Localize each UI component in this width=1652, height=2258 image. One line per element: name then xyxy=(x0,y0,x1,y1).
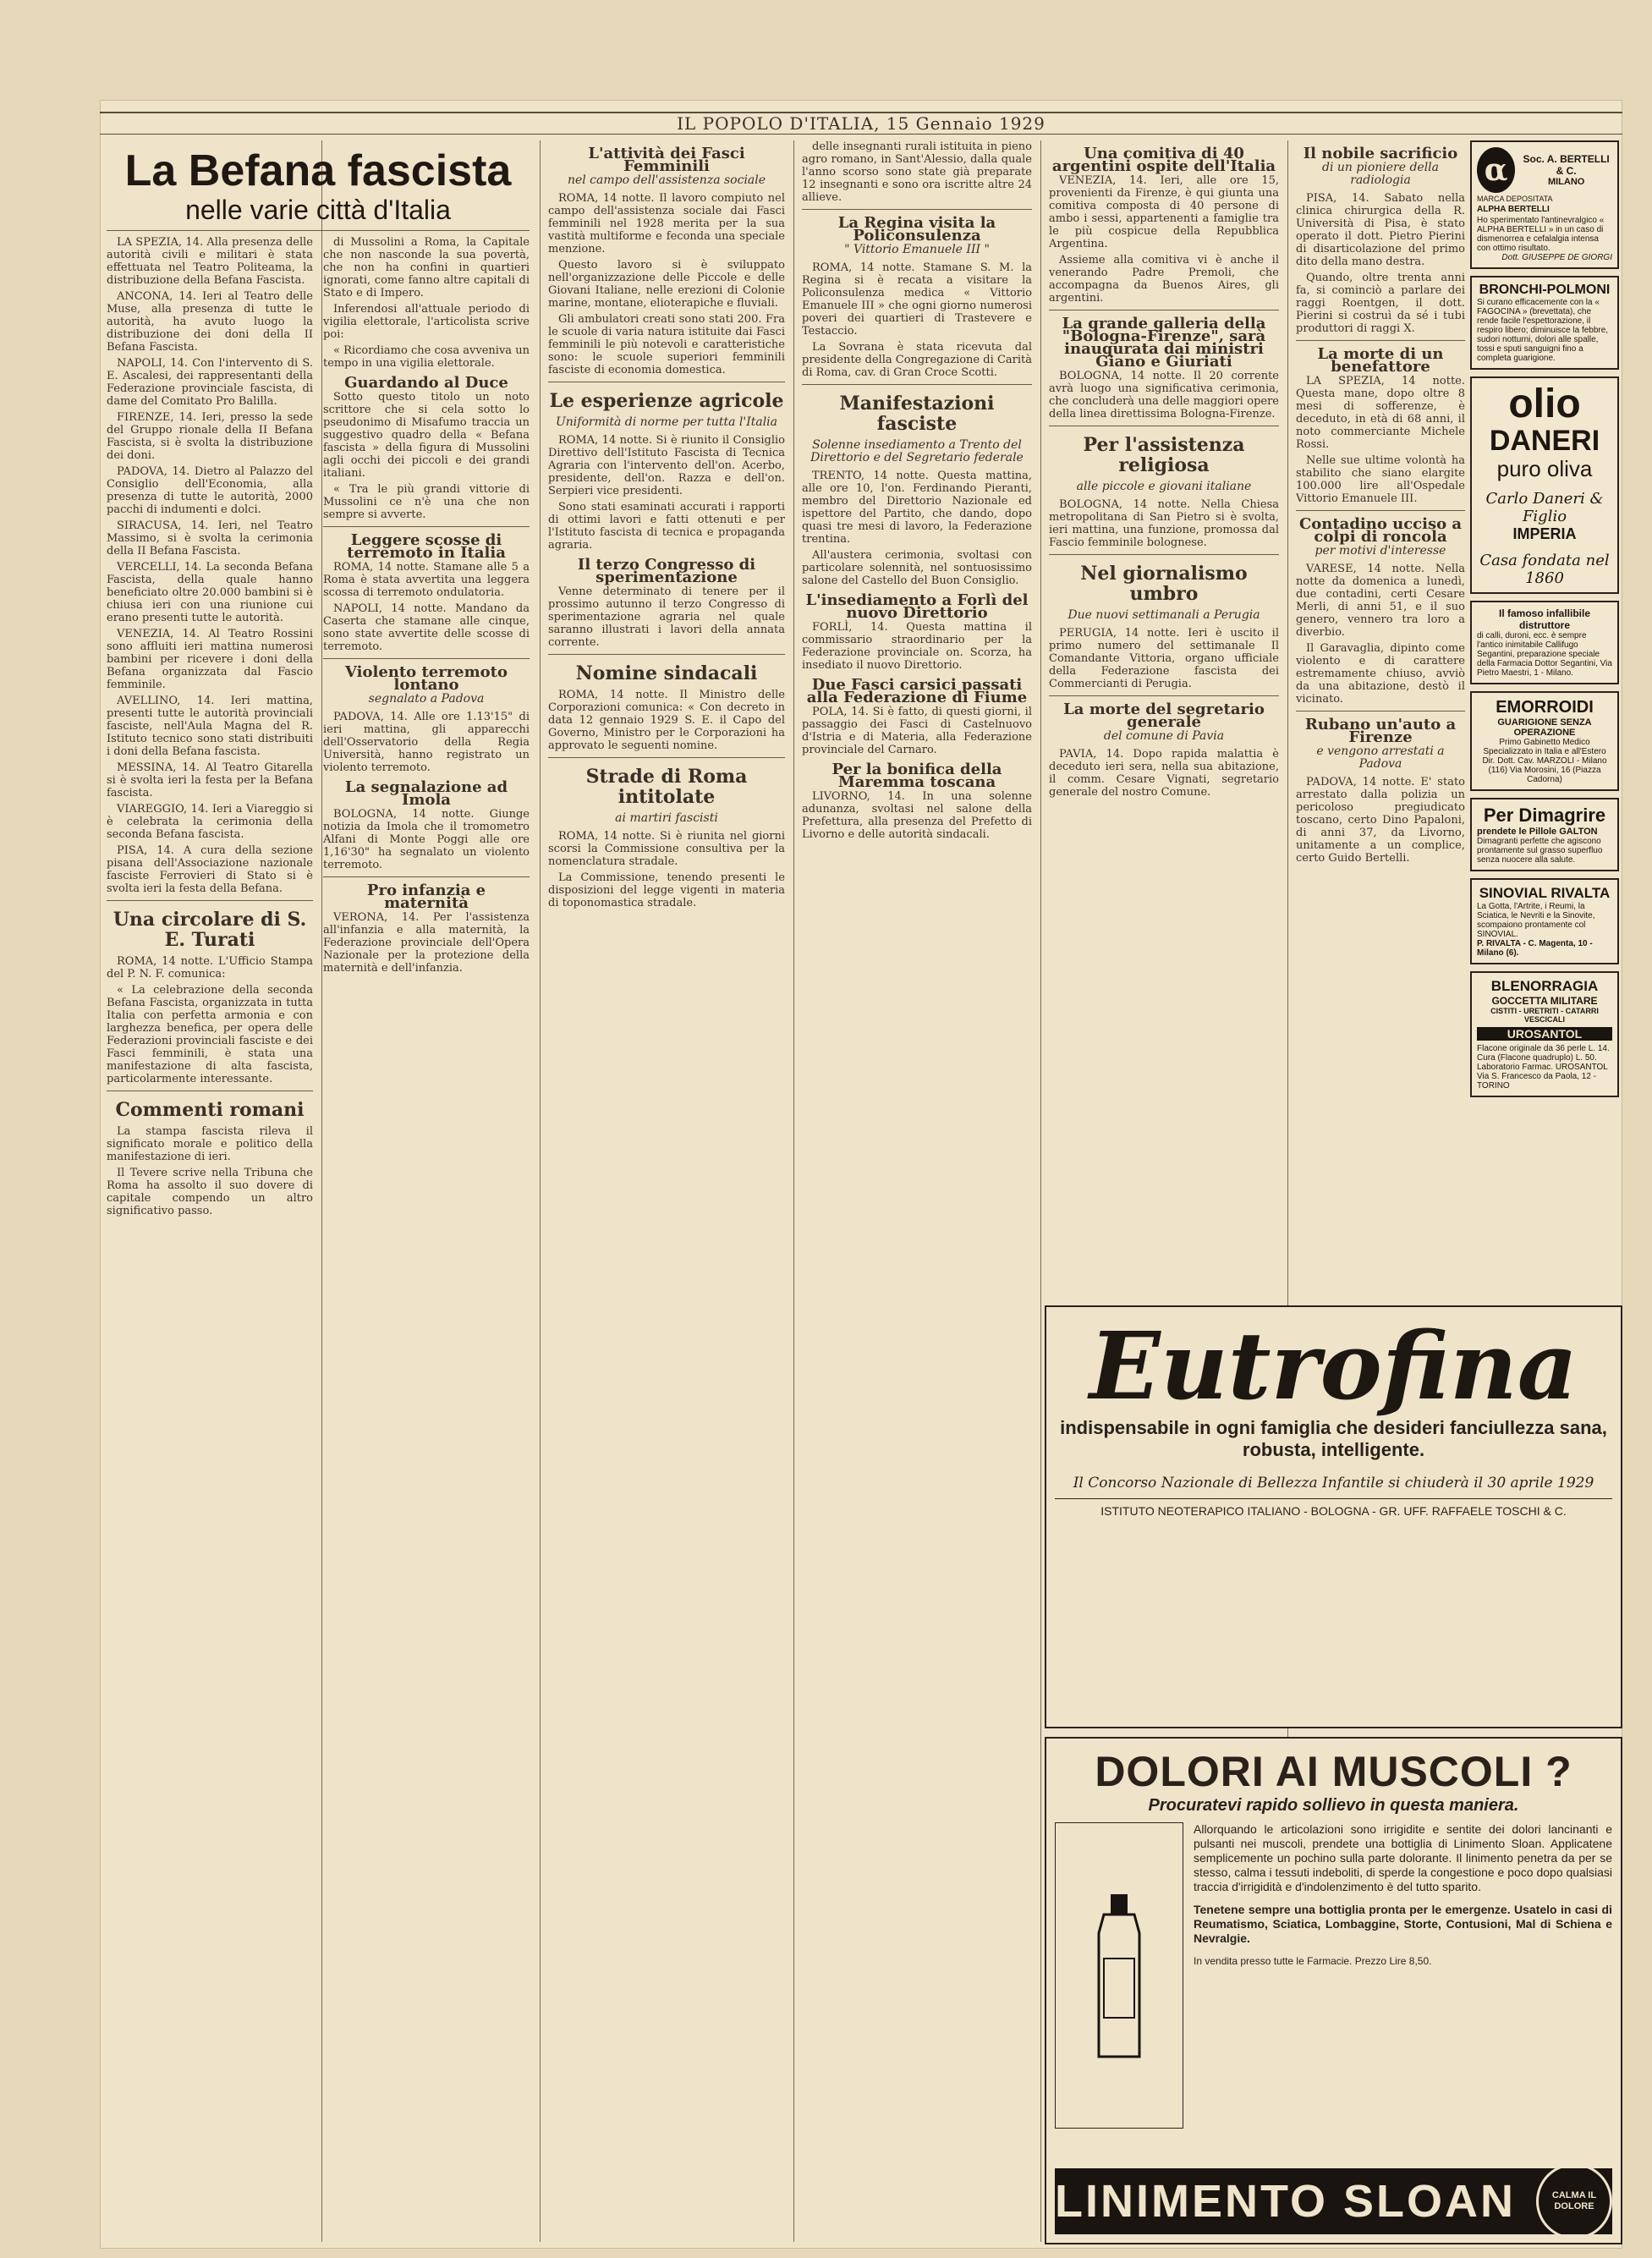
headline-rubano: Rubano un'auto a Firenze xyxy=(1304,716,1457,746)
daneri-oliva: puro oliva xyxy=(1496,456,1593,481)
column-4 xyxy=(802,140,1032,2242)
headline-terzo-congresso: Il terzo Congresso di sperimentazione xyxy=(577,556,756,586)
paragraph: VENEZIA, 14. Ieri, alle ore 15, provenienti da Firenze, è qui giunta una comitiva composta di 40 persone di ambo i sessi, appartenenti a famiglie tra le più cospicue della Repubblica Argentina. xyxy=(1049,174,1279,250)
subheadline-sacrificio: di un pioniere della radiologia xyxy=(1322,161,1439,187)
sloan-footer xyxy=(1055,2168,1612,2234)
column-3 xyxy=(548,140,785,2242)
paragraph: Il Garavaglia, dipinto come violento e di carattere estremamente chiuso, avviò da una abitazione, destò il vicinato. xyxy=(1296,642,1465,706)
eutrofina-text: indispensabile in ogni famiglia che desideri fanciullezza sana, robusta, intelligente. xyxy=(1060,1417,1607,1460)
sinovial-title: SINOVIAL RIVALTA xyxy=(1479,885,1611,901)
divider xyxy=(548,757,785,758)
ad-dimagrire xyxy=(1470,798,1619,871)
paragraph: ROMA, 14 notte. Il Ministro delle Corporazioni comunica: « Con decreto in data 12 gennaio 1929 S. E. il Capo del Governo, Ministro per le Corporazioni ha approvato le seguenti nomine. xyxy=(548,689,785,752)
dimagrire-title: Per Dimagrire xyxy=(1483,805,1606,826)
headline-comitiva: Una comitiva di 40 argentini ospite dell'Italia xyxy=(1051,145,1276,175)
paragraph: TRENTO, 14 notte. Questa mattina, alle ore 10, l'on. Ferdinando Pieranti, membro del Direttorio Nazionale ed ispettore del Partito, che dando, dopo quasi tre mesi di lavoro, la Federazione trentina. xyxy=(802,470,1032,546)
paragraph: NAPOLI, 14 notte. Mandano da Caserta che stamane alle cinque, sono state avvertite delle scosse di terremoto. xyxy=(323,602,530,653)
urosantol-brand: UROSANTOL xyxy=(1477,1027,1612,1041)
paragraph: di Mussolini a Roma, la Capitale che non nasconde la sua povertà, che non ha confini in quartieri ignorati, come fanno altre capitali di Stato e di Impero. xyxy=(323,236,530,299)
paragraph: ANCONA, 14. Ieri al Teatro delle Muse, alla presenza di tutte le autorità, ha avuto luogo la distribuzione dei doni della II Befana Fascista. xyxy=(107,290,313,354)
segantini-title: Il famoso infallibile distruttore xyxy=(1498,607,1591,631)
paragraph: PADOVA, 14 notte. E' stato arrestato dalla polizia un pericoloso pregiudicato toscano, certo Dino Papaloni, di anni 37, da Livorno, unitamente a un complice, certo Guido Bertelli. xyxy=(1296,776,1465,865)
bertelli-text: Ho sperimentato l'antinevralgico « ALPHA BERTELLI » in un caso di dismenorrea e cefalalgia intensa con ottimo risultato. xyxy=(1477,216,1605,253)
paragraph: SIRACUSA, 14. Ieri, nel Teatro Massimo, si è svolta la cerimonia della II Befana Fascista. xyxy=(107,519,313,558)
paragraph: Quando, oltre trenta anni fa, si cominciò a parlare dei raggi Roentgen, il dott. Pierini si costruì da sé i tubi produttori di raggi X. xyxy=(1296,272,1465,335)
column-1-body xyxy=(107,236,313,1221)
paragraph: « Ricordiamo che cosa avveniva un tempo in una vigilia elettorale. xyxy=(323,344,530,370)
ad-bertelli xyxy=(1470,140,1619,269)
paragraph: VERCELLI, 14. La seconda Befana Fascista, della quale hanno beneficiato oltre 20.000 bambini si è chiusa ieri con una riunione cui erano presenti tutte le autorità. xyxy=(107,561,313,624)
paragraph: VARESE, 14 notte. Nella notte da domenica a lunedì, due contadini, certi Cesare Merli, di anni 51, e il suo genero, vennero tra loro a diverbio. xyxy=(1296,563,1465,639)
column-6 xyxy=(1296,140,1465,1299)
headline-sacrificio: Il nobile sacrificio xyxy=(1303,145,1458,162)
paragraph: La Sovrana è stata ricevuta dal presidente della Congregazione di Carità di Roma, cav. di Gran Croce Scotti. xyxy=(802,341,1032,379)
sloan-body xyxy=(1055,1822,1612,2129)
paragraph: FORLÌ, 14. Questa mattina il commissario straordinario per la Federazione provinciale on. Scorza, ha insediato il nuovo Direttorio. xyxy=(802,621,1032,672)
emorroidi-title: EMORROIDI xyxy=(1496,698,1594,717)
dimagrire-sub: prendete le Pillole GALTON xyxy=(1477,827,1598,837)
headline-giornalismo: Nel giornalismo umbro xyxy=(1080,563,1248,605)
headline-contadino: Contadino ucciso a colpi di roncola xyxy=(1298,515,1463,546)
alpha-icon: α xyxy=(1477,147,1515,193)
bertelli-city: MILANO xyxy=(1547,177,1585,187)
paragraph: BOLOGNA, 14 notte. Giunge notizia da Imola che il tromometro Alfani di Monte Poggi alle ore 1,16'30" ha segnalato un violento terremoto. xyxy=(323,808,530,871)
divider xyxy=(1296,510,1465,511)
headline-regina: La Regina visita la Policonsulenza xyxy=(837,214,996,244)
headline-commenti: Commenti romani xyxy=(115,1099,305,1121)
urosantol-text: Flacone originale da 36 perle L. 14. Cura (Flacone quadruplo) L. 50. xyxy=(1477,1044,1610,1063)
bottle-icon xyxy=(1085,1891,1153,2060)
paragraph: PISA, 14. A cura della sezione pisana dell'Associazione nazionale fasciste Ferrovieri di Stato si è svolta ieri la festa della Befana. xyxy=(107,844,313,895)
daneri-name: DANERI xyxy=(1489,425,1600,457)
befana-article xyxy=(107,140,530,2242)
paragraph: LA SPEZIA, 14. Alla presenza delle autorità civili e militari è stata effettuata nel Teatro Politeama, la distribuzione della Befana Fascista. xyxy=(107,236,313,287)
ad-emorroidi xyxy=(1470,691,1619,791)
ad-sloan xyxy=(1045,1737,1622,2244)
paragraph: Questo lavoro si è sviluppato nell'organizzazione delle Piccole e delle Giovani Italiane, nelle erezioni di Colonie marine, montane, elioterapiche e fluviali. xyxy=(548,259,785,310)
paragraph: La stampa fascista rileva il significato morale e politico della manifestazione di ieri. xyxy=(107,1125,313,1163)
paragraph: ROMA, 14 notte. L'Ufficio Stampa del P. N. F. comunica: xyxy=(107,955,313,981)
headline-strade: Strade di Roma intitolate xyxy=(585,766,748,808)
eutrofina-logo: Eutrofina xyxy=(1089,1311,1578,1420)
headline-infanzia: Pro infanzia e maternità xyxy=(366,882,486,912)
sloan-text: Allorquando le articolazioni sono irrigidite e sentite dei dolori lancinanti e pulsanti nei muscoli, prendete una bottiglia di Linimento Sloan. Applicatene semplicemente un pochino sulla parte dolorante. Il linimento penetra da per se stesso, calma i tessuti indeboliti, di sperde la congestione e poco dopo qualsiasi traccia d'irrigidità e d'indolenzimento è del tutto sparito. xyxy=(1194,1822,1612,1893)
sloan-keep: Tenetene sempre una bottiglia pronta per le emergenze. Usatelo in casi di Reumatismo, Sciatica, Lombaggine, Storte, Contusioni, Mal di Schiena e Nevralgie. xyxy=(1194,1903,1612,1945)
paragraph: ROMA, 14 notte. Stamane S. M. la Regina si è recata a visitare la Policonsulenza medica « Vittorio Emanuele III » che ogni giorno numerosi poveri dei quartieri di Trastevere e Testaccio. xyxy=(802,261,1032,338)
urosantol-address: Laboratorio Farmac. UROSANTOL Via S. Francesco da Paola, 12 - TORINO xyxy=(1477,1063,1608,1091)
paragraph: Sono stati esaminati accurati i rapporti di ottimi lavori e fatti ottenuti e per l'Istituto fascista di tecnica e propaganda agraria. xyxy=(548,501,785,552)
paragraph: VERONA, 14. Per l'assistenza all'infanzia e alla maternità, la Federazione provinciale dell'Opera Nazionale per la protezione della maternità e dell'infanzia. xyxy=(323,911,530,975)
paragraph: Nelle sue ultime volontà ha stabilito che siano elargite 100.000 lire all'Ospedale Vittorio Emanuele III. xyxy=(1296,454,1465,505)
emorroidi-sub: GUARIGIONE SENZA OPERAZIONE xyxy=(1497,717,1592,738)
ad-eutrofina xyxy=(1045,1305,1622,1728)
ad-blenorragia xyxy=(1470,971,1619,1097)
sloan-text-block xyxy=(1194,1822,1612,2129)
paragraph: Venne determinato di tenere per il prossimo autunno il terzo Congresso di sperimentazione agraria nel quale saranno illustrati i lavori della annata corrente. xyxy=(548,585,785,649)
paragraph: VENEZIA, 14. Al Teatro Rossini sono affluiti ieri mattina numerosi bambini per ricevere i doni della Befana organizzata dal Fascio femminile. xyxy=(107,628,313,691)
sloan-sale: In vendita presso tutte le Farmacie. Prezzo Lire 8,50. xyxy=(1194,1955,1432,1967)
column-rule xyxy=(540,140,541,2242)
headline-guardando: Guardando al Duce xyxy=(344,374,508,392)
divider xyxy=(802,384,1032,385)
divider xyxy=(802,209,1032,210)
headline-manifestazioni: Manifestazioni fasciste xyxy=(839,393,995,435)
column-5 xyxy=(1049,140,1279,1299)
paragraph: Assieme alla comitiva vi è anche il venerando Padre Premoli, che accompagna da Buenos Aires, gli argentini. xyxy=(1049,254,1279,305)
paragraph: NAPOLI, 14. Con l'intervento di S. E. Ascalesi, dei rappresentanti della Federazione provinciale fascista, di dame del Comitato Pro Balilla. xyxy=(107,357,313,408)
paragraph: delle insegnanti rurali istituita in pieno agro romano, in Sant'Alessio, dalla quale l'anno scorso sono state già preparate 12 insegnanti e sono ora iscritte altre 24 allieve. xyxy=(802,140,1032,204)
divider xyxy=(1049,695,1279,696)
subheadline-assistenza: alle piccole e giovani italiane xyxy=(1076,480,1252,493)
subheadline-morte-segretario: del comune di Pavia xyxy=(1103,729,1225,743)
bertelli-mark: MARCA DEPOSITATA xyxy=(1477,195,1553,203)
column-2-body xyxy=(323,236,530,1221)
daneri-firm: Carlo Daneri & Figlio xyxy=(1485,490,1604,525)
bronchi-title: BRONCHI-POLMONI xyxy=(1479,283,1611,297)
newspaper-page xyxy=(100,100,1622,2249)
sloan-bottle-image xyxy=(1055,1822,1183,2129)
subheadline-violento: segnalato a Padova xyxy=(368,692,485,706)
segantini-text: di calli, duroni, ecc. è sempre l'antico inimitabile Callifugo Segantini, preparazione speciale della Farmacia Dottor Segantini, Via Pietro Maestri, 1 - Milano. xyxy=(1477,631,1612,678)
paragraph: VIAREGGIO, 14. Ieri a Viareggio si è celebrata la cerimonia della seconda Befana fascista. xyxy=(107,803,313,841)
paragraph: POLA, 14. Si è fatto, di questi giorni, il passaggio dei Fasci di Castelnuovo d'Istria e di Materia, alla Federazione provinciale del Carnaro. xyxy=(802,706,1032,756)
bertelli-signature: Dott. GIUSEPPE DE GIORGI xyxy=(1501,253,1612,262)
divider xyxy=(1296,340,1465,341)
headline-galleria: La grande galleria della "Bologna-Firenze", sarà inaugurata dai ministri Giano e Giuriati xyxy=(1062,315,1266,371)
paragraph: PADOVA, 14. Alle ore 1.13'15" di ieri mattina, gli apparecchi dell'Osservatorio della Regia Università, hanno registrato un violento terremoto. xyxy=(323,711,530,774)
bronchi-text: Si curano efficacemente con la « FAGOCINA » (brevettata), che rende facile l'espettorazione, il respiro libero; diminuisce la febbre, sudori notturni, dolori alle spalle, tossi e sputi sanguigni fino a completa guarigione. xyxy=(1477,298,1609,363)
paragraph: LIVORNO, 14. In una solenne adunanza, svoltasi nel salone della Prefettura, alla presenza del Prefetto di Livorno e delle autorità sindacali. xyxy=(802,790,1032,841)
blenorragia-sub2: CISTITI - URETRITI - CATARRI VESCICALI xyxy=(1490,1007,1599,1024)
blenorragia-title: BLENORRAGIA xyxy=(1490,978,1599,994)
paragraph: ROMA, 14 notte. Si è riunita nel giorni scorsi la Commissione consultiva per la nomenclatura stradale. xyxy=(548,830,785,868)
subheadline-rubano: e vengono arrestati a Padova xyxy=(1316,744,1445,771)
subheadline-esperienze: Uniformità di norme per tutta l'Italia xyxy=(555,415,778,429)
emorroidi-address: Dir. Dott. Cav. MARZOLI - Milano (116) Via Morosini, 16 (Piazza Cadorna) xyxy=(1482,756,1607,784)
ad-daneri xyxy=(1470,376,1619,594)
ad-bronchi xyxy=(1470,276,1619,370)
paragraph: ROMA, 14 notte. Stamane alle 5 a Roma è stata avvertita una leggera scossa di terremoto ondulatoria. xyxy=(323,561,530,599)
blenorragia-sub: GOCCETTA MILITARE xyxy=(1491,995,1598,1007)
paragraph: MESSINA, 14. Al Teatro Gitarella si è svolta ieri la festa per la Befana fascista. xyxy=(107,761,313,799)
column-rule xyxy=(793,140,794,2242)
paragraph: BOLOGNA, 14 notte. Nella Chiesa metropolitana di San Pietro si è svolta, ieri mattina, una funzione, promossa dal Fascio femminile bolognese. xyxy=(1049,498,1279,549)
headline-benefattore: La morte di un benefattore xyxy=(1317,345,1444,376)
paragraph: PAVIA, 14. Dopo rapida malattia è deceduto ieri sera, nella sua abitazione, il comm. Cesare Vignati, segretario generale del nostro Comune. xyxy=(1049,748,1279,799)
paragraph: All'austera cerimonia, svoltasi con particolare solennità, nel sontuosissimo salone del Castello del Buon Consiglio. xyxy=(802,549,1032,587)
subheadline-giornalismo: Due nuovi settimanali a Perugia xyxy=(1067,608,1260,622)
masthead: IL POPOLO D'ITALIA, 15 Gennaio 1929 xyxy=(100,112,1622,135)
divider xyxy=(1049,554,1279,555)
paragraph: PADOVA, 14. Dietro al Palazzo del Consiglio dell'Economia, alla presenza di tutte le autorità, 2000 pacchi di indumenti e dolci. xyxy=(107,465,313,516)
divider xyxy=(323,876,530,877)
bertelli-brand: ALPHA BERTELLI xyxy=(1477,205,1550,214)
headline-assistenza: Per l'assistenza religiosa xyxy=(1083,434,1245,476)
emorroidi-text: Primo Gabinetto Medico Specializzato in Italia e all'Estero xyxy=(1483,738,1606,756)
headline-circolare: Una circolare di S. E. Turati xyxy=(113,909,307,951)
paragraph: « La celebrazione della seconda Befana Fascista, organizzata in tutta Italia con perfetta armonia e con larghezza benefica, per opera delle Federazioni provinciali fasciste e dei Fasci femminili, è stata una manifestazione di alta fascista, particolarmente interessante. xyxy=(107,984,313,1085)
paragraph: PISA, 14. Sabato nella clinica chirurgica della R. Università di Pisa, è stato operato il dott. Pietro Pierini di disarticolazione del primo dito della mano destra. xyxy=(1296,192,1465,268)
divider xyxy=(323,526,530,527)
sloan-headline: DOLORI AI MUSCOLI ? xyxy=(1095,1748,1572,1795)
ad-segantini xyxy=(1470,601,1619,684)
sloan-subheadline: Procuratevi rapido sollievo in questa maniera. xyxy=(1148,1796,1519,1815)
divider xyxy=(107,900,313,901)
daneri-olio: olio xyxy=(1508,382,1581,426)
divider xyxy=(548,654,785,655)
sinovial-address: P. RIVALTA - C. Magenta, 10 - Milano (6). xyxy=(1477,939,1593,958)
ad-sinovial xyxy=(1470,878,1619,964)
subheadline-manifestazioni: Solenne insediamento a Trento del Direttorio e del Segretario federale xyxy=(810,438,1024,464)
subheadline-contadino: per motivi d'interesse xyxy=(1314,544,1446,558)
paragraph: BOLOGNA, 14 notte. Il 20 corrente avrà luogo una significativa cerimonia, che concluderà una delle maggiori opere della linea direttissima Bologna-Firenze. xyxy=(1049,370,1279,420)
eutrofina-concorso: Il Concorso Nazionale di Bellezza Infantile si chiuderà il 30 aprile 1929 xyxy=(1073,1475,1594,1492)
daneri-founded: Casa fondata nel 1860 xyxy=(1479,552,1610,587)
headline-morte-segretario: La morte del segretario generale xyxy=(1063,700,1265,731)
subheadline-strade: ai martiri fascisti xyxy=(615,811,718,825)
subheadline-attivita: nel campo dell'assistenza sociale xyxy=(567,173,766,187)
headline-befana: La Befana fascista xyxy=(124,146,512,195)
ad-column xyxy=(1470,140,1619,1299)
divider xyxy=(107,230,530,231)
sloan-badge: CALMA IL DOLORE xyxy=(1536,2163,1612,2239)
sloan-footer-text: LINIMENTO SLOAN xyxy=(1055,2176,1517,2227)
paragraph: Sotto questo titolo un noto scrittore che si cela sotto lo pseudonimo di Misafumo traccia un suggestivo quadro della « Befana fascista » della figura di Mussolini agli occhi dei piccoli e dei grandi italiani. xyxy=(323,391,530,480)
eutrofina-istituto: ISTITUTO NEOTERAPICO ITALIANO - BOLOGNA - GR. UFF. RAFFAELE TOSCHI & C. xyxy=(1055,1498,1612,1518)
headline-violento: Violento terremoto lontano xyxy=(344,663,508,694)
headline-bonifica: Per la bonifica della Maremma toscana xyxy=(831,761,1002,791)
paragraph: LA SPEZIA, 14 notte. Questa mane, dopo oltre 8 mesi di sofferenze, è deceduto, in età di 68 anni, il noto commerciante Michele Rossi. xyxy=(1296,375,1465,451)
paragraph: FIRENZE, 14. Ieri, presso la sede del Gruppo rionale della II Befana Fascista, si è svolta la distribuzione dei doni. xyxy=(107,411,313,462)
column-rule xyxy=(1040,140,1041,2242)
paragraph: AVELLINO, 14. Ieri mattina, presenti tutte le autorità provinciali fasciste, nell'Aula Magna del R. Istituto tecnico sono stati distribuiti i doni della Befana fascista. xyxy=(107,695,313,758)
paragraph: « Tra le più grandi vittorie di Mussolini ce n'è una che non sempre si avverte. xyxy=(323,483,530,521)
headline-forli: L'insediamento a Forlì del nuovo Direttorio xyxy=(805,591,1029,622)
paragraph: ROMA, 14 notte. Si è riunito il Consiglio Direttivo dell'Istituto Fascista di Tecnica Agraria con l'intervento dell'on. Acerbo, presidente, dell'on. Razza e dell'on. Serpieri vice presidenti. xyxy=(548,434,785,497)
headline-leggere: Leggere scosse di terremoto in Italia xyxy=(347,531,506,562)
subheadline-befana: nelle varie città d'Italia xyxy=(185,195,451,225)
headline-imola: La segnalazione ad Imola xyxy=(344,778,508,809)
sinovial-text: La Gotta, l'Artrite, i Reumi, la Sciatica, le Nevriti e la Sinovite, scompaiono prontamente col SINOVIAL. xyxy=(1477,902,1595,939)
headline-nomine: Nomine sindacali xyxy=(575,662,758,684)
headline-attivita: L'attività dei Fasci Femminili xyxy=(588,145,745,175)
dimagrire-text: Dimagranti perfette che agiscono prontamente sul grasso superfluo senza nuocere alla salute. xyxy=(1477,837,1603,865)
bertelli-name: Soc. A. BERTELLI & C. xyxy=(1523,153,1610,177)
paragraph: Gli ambulatori creati sono stati 200. Fra le scuole di varia natura istituite dai Fasci femminili le più notevoli e caratteristiche sono: le scuole superiori femminili fasciste di economia domestica. xyxy=(548,313,785,376)
paragraph: ROMA, 14 notte. Il lavoro compiuto nel campo dell'assistenza sociale dai Fasci femminili nel 1928 merita per la sua vastità multiforme e feconda una speciale menzione. xyxy=(548,192,785,255)
paragraph: PERUGIA, 14 notte. Ieri è uscito il primo numero del settimanale Il Comandante Vittoria, organo ufficiale della Federazione fascista dei Commercianti di Perugia. xyxy=(1049,627,1279,690)
headline-esperienze: Le esperienze agricole xyxy=(549,390,784,412)
headline-fiume: Due Fasci carsici passati alla Federazione di Fiume xyxy=(806,676,1028,706)
paragraph: Il Tevere scrive nella Tribuna che Roma ha assolto il suo dovere di capitale compendo un altro significativo passo. xyxy=(107,1167,313,1217)
daneri-city: IMPERIA xyxy=(1512,525,1577,542)
paragraph: Inferendosi all'attuale periodo di vigilia elettorale, l'articolista scrive poi: xyxy=(323,303,530,341)
subheadline-regina: " Vittorio Emanuele III " xyxy=(844,243,990,256)
divider xyxy=(323,658,530,659)
paragraph: La Commissione, tenendo presenti le disposizioni del legge vigenti in materia di toponomastica stradale. xyxy=(548,871,785,909)
